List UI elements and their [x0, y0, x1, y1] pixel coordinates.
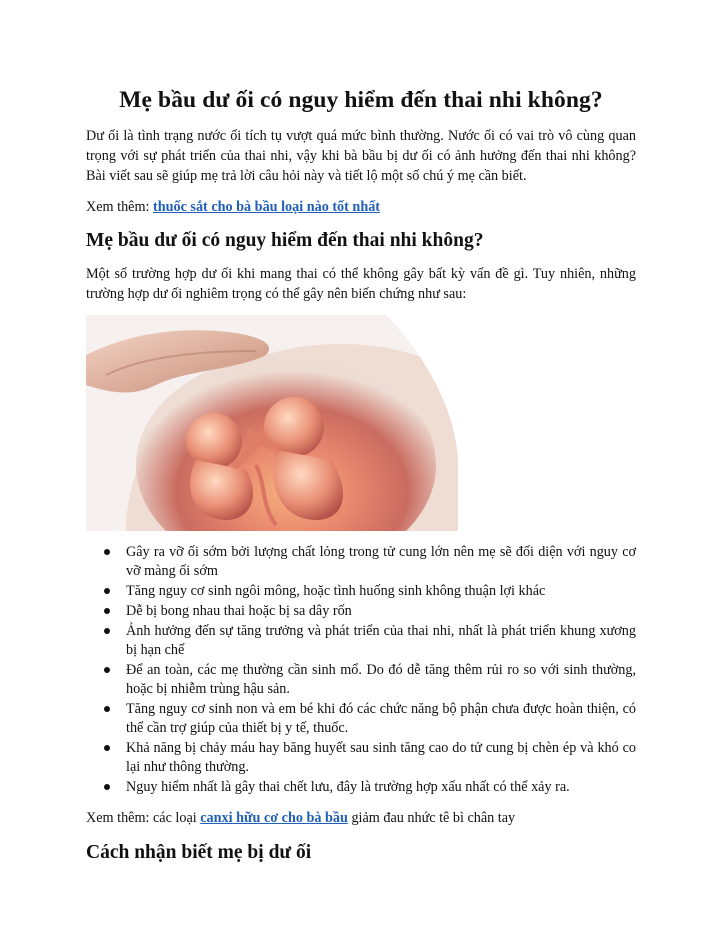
- see-also-iron: [86, 197, 636, 217]
- see-also-suffix: giảm đau nhức tê bì chân tay: [347, 810, 516, 826]
- list-item: [86, 543, 636, 581]
- list-item-text: Gây ra vỡ ối sớm bởi lượng chất lỏng trong tử cung lớn nên mẹ sẽ đối diện với nguy cơ vỡ màng ối sớm: [126, 544, 636, 579]
- article-title: Mẹ bầu dư ối có nguy hiểm đến thai nhi không?: [119, 87, 603, 113]
- iron-supplement-link[interactable]: thuốc sắt cho bà bầu loại nào tốt nhất: [152, 199, 381, 215]
- calcium-link[interactable]: canxi hữu cơ cho bà bầu: [200, 810, 348, 826]
- list-item: [86, 661, 636, 699]
- see-also-prefix: Xem thêm:: [86, 199, 153, 215]
- list-item: [86, 622, 636, 660]
- see-also-calcium: [86, 808, 636, 828]
- intro-paragraph: Dư ối là tình trạng nước ối tích tụ vượt quá mức bình thường. Nước ối có vai trò vô cùng quan trọng với sự phát triển của thai nhi, vậy khi bà bầu bị dư ối có ảnh hưởng đến thai nhi không? Bài viết sau sẽ giúp mẹ trả lời câu hỏi này và tiết lộ một số chú ý mẹ cần biết.: [86, 128, 636, 184]
- article-body: [86, 84, 636, 876]
- list-item-text: Khả năng bị chảy máu hay băng huyết sau sinh tăng cao do tử cung bị chèn ép và khó co lại như thông thường.: [126, 740, 636, 775]
- list-item: [86, 602, 636, 621]
- bullet-icon: [104, 745, 110, 751]
- bullet-icon: [104, 667, 110, 673]
- list-item-text: Dễ bị bong nhau thai hoặc bị sa dây rốn: [126, 603, 352, 619]
- section-heading-risks: Mẹ bầu dư ối có nguy hiểm đến thai nhi không?: [86, 230, 484, 251]
- risks-paragraph: Một số trường hợp dư ối khi mang thai có thể không gây bất kỳ vấn đề gì. Tuy nhiên, những trường hợp dư ối nghiêm trọng có thể gây nên biến chứng như sau:: [86, 266, 636, 302]
- list-item: [86, 739, 636, 777]
- list-item: [86, 778, 636, 797]
- list-item: [86, 700, 636, 738]
- list-item-text: Để an toàn, các mẹ thường cần sinh mổ. Do đó dễ tăng thêm rủi ro so với sinh thường, hoặc bị nhiễm trùng hậu sản.: [126, 662, 636, 697]
- bullet-icon: [104, 549, 110, 555]
- list-item-text: Nguy hiểm nhất là gây thai chết lưu, đây là trường hợp xấu nhất có thể xảy ra.: [126, 779, 570, 795]
- complications-list: [86, 543, 636, 797]
- bullet-icon: [104, 706, 110, 712]
- twin-fetus-image: [86, 315, 458, 531]
- bullet-icon: [104, 784, 110, 790]
- see-also-prefix: Xem thêm: các loại: [86, 810, 201, 826]
- list-item-text: Ảnh hưởng đến sự tăng trưởng và phát triển của thai nhi, nhất là phát triển khung xương bị hạn chế: [126, 623, 636, 658]
- pregnancy-illustration: [86, 315, 458, 531]
- list-item-text: Tăng nguy cơ sinh non và em bé khi đó các chức năng bộ phận chưa được hoàn thiện, có thể cần trợ giúp của thiết bị y tế, thuốc.: [126, 701, 636, 736]
- section-heading-recognition: Cách nhận biết mẹ bị dư ối: [86, 842, 312, 863]
- bullet-icon: [104, 588, 110, 594]
- bullet-icon: [104, 628, 110, 634]
- bullet-icon: [104, 608, 110, 614]
- list-item-text: Tăng nguy cơ sinh ngôi mông, hoặc tình huống sinh không thuận lợi khác: [126, 583, 546, 599]
- list-item: [86, 582, 636, 601]
